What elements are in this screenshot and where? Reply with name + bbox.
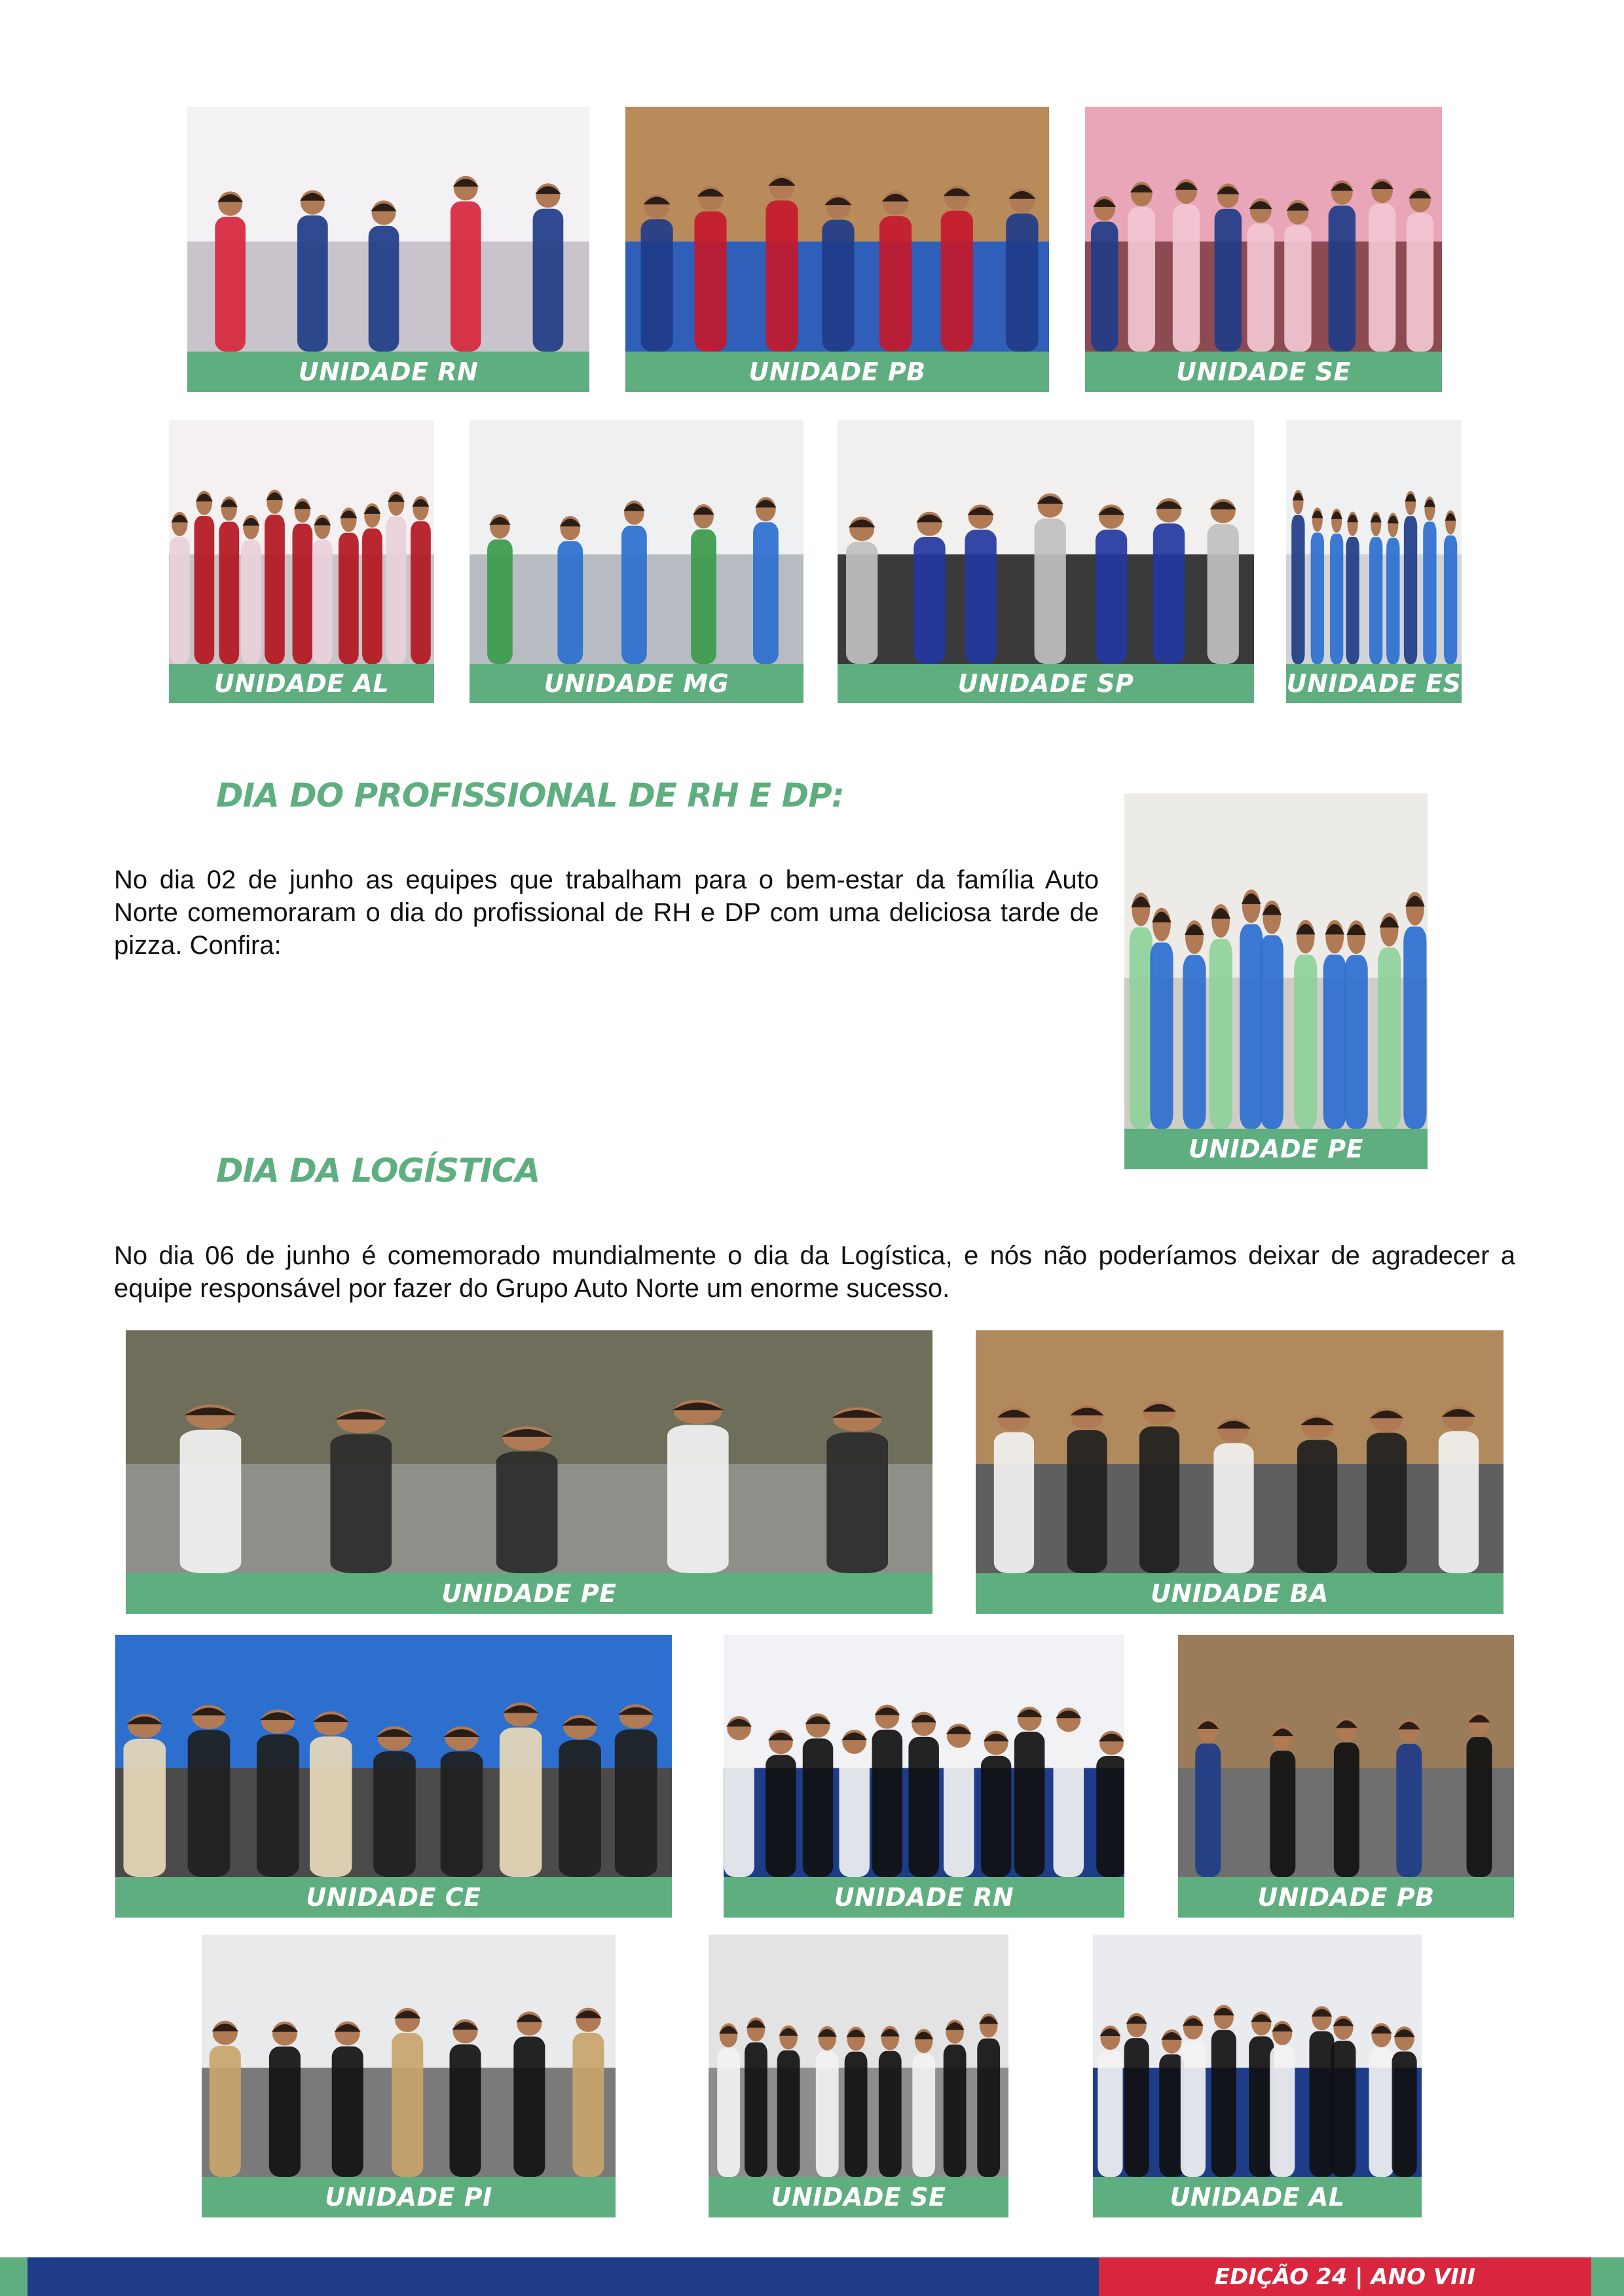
- unit-caption: UNIDADE MG: [470, 664, 803, 703]
- unit-caption: UNIDADE AL: [1093, 2177, 1422, 2217]
- person-body: [1053, 1733, 1084, 1877]
- photo-tile-mothers-sp: [838, 420, 1254, 703]
- person-body: [621, 526, 647, 664]
- person-body: [766, 200, 798, 352]
- person-body: [1096, 530, 1127, 664]
- person-body: [1195, 1743, 1221, 1877]
- photo-tile-mothers-pb: [625, 107, 1049, 392]
- photo-tile-logistics-al: [1093, 1935, 1422, 2217]
- photo-illustration: [1124, 793, 1428, 1129]
- person-body: [1139, 1427, 1179, 1573]
- person-body: [1378, 947, 1401, 1129]
- person-body: [1211, 2030, 1236, 2177]
- person-body: [717, 2049, 740, 2177]
- person-body: [667, 1425, 729, 1573]
- person-body: [879, 2051, 902, 2177]
- person-body: [965, 530, 996, 664]
- person-body: [641, 219, 673, 352]
- person-body: [180, 1430, 242, 1573]
- person-body: [1014, 1732, 1045, 1877]
- unit-caption: UNIDADE SE: [709, 2177, 1008, 2217]
- photo-illustration: [202, 1935, 616, 2177]
- group-photo: [1178, 1635, 1514, 1877]
- person-body: [724, 1741, 754, 1877]
- person-body: [1309, 2031, 1334, 2177]
- footer-bar-left: [0, 2257, 28, 2296]
- person-body: [766, 1755, 796, 1877]
- person-body: [941, 211, 973, 352]
- person-body: [1311, 533, 1324, 664]
- logistics-section-heading: DIA DA LOGÍSTICA: [216, 1152, 540, 1190]
- person-body: [513, 2037, 545, 2177]
- person-body: [557, 541, 583, 664]
- person-body: [1128, 207, 1155, 352]
- person-body: [257, 1734, 299, 1877]
- person-body: [1329, 206, 1356, 352]
- person-body: [1124, 2038, 1149, 2177]
- group-photo: [126, 1330, 932, 1573]
- person-body: [1261, 935, 1283, 1129]
- unit-caption: UNIDADE PB: [1178, 1877, 1514, 1918]
- logistics-section-text: No dia 06 de junho é comemorado mundialmente o dia da Logística, e nós não poderíamos deixar de agradecer a equipe responsável por fazer do Grupo Auto Norte um enorme sucesso.: [114, 1241, 1515, 1303]
- person-body: [1369, 537, 1382, 664]
- unit-caption: UNIDADE PI: [202, 2177, 616, 2217]
- edition-label: EDIÇÃO 24 | ANO VIII: [1099, 2257, 1591, 2296]
- photo-illustration: [187, 107, 589, 352]
- person-body: [1396, 1744, 1422, 1877]
- person-body: [188, 1730, 231, 1877]
- photo-tile-mothers-se: [1085, 107, 1442, 392]
- person-body: [572, 2033, 604, 2177]
- unit-caption: UNIDADE AL: [169, 664, 434, 703]
- person-body: [1247, 224, 1274, 352]
- photo-tile-logistics-pi: [202, 1935, 616, 2217]
- person-body: [745, 2042, 767, 2177]
- photo-tile-logistics-se: [709, 1935, 1008, 2217]
- person-body: [1346, 537, 1359, 664]
- person-body: [310, 1736, 352, 1877]
- person-body: [1323, 955, 1346, 1129]
- photo-tile-logistics-pe: [126, 1330, 932, 1614]
- person-body: [777, 2050, 800, 2177]
- person-body: [944, 1749, 974, 1877]
- person-body: [451, 201, 481, 352]
- person-body: [1270, 1751, 1295, 1877]
- person-body: [496, 1451, 558, 1573]
- person-body: [533, 209, 564, 352]
- person-body: [977, 2039, 1000, 2177]
- person-body: [845, 2052, 868, 2177]
- person-body: [1407, 213, 1433, 352]
- photo-illustration: [1178, 1635, 1514, 1877]
- photo-tile-logistics-rn: [724, 1635, 1124, 1918]
- photo-illustration: [115, 1635, 672, 1877]
- person-body: [981, 1756, 1012, 1877]
- person-body: [241, 540, 261, 664]
- person-body: [441, 1751, 483, 1877]
- person-body: [269, 2047, 301, 2177]
- group-photo: [470, 420, 803, 664]
- group-photo: [1124, 793, 1428, 1129]
- person-body: [369, 226, 399, 352]
- person-body: [1403, 926, 1426, 1129]
- person-body: [1404, 516, 1417, 664]
- person-body: [1153, 523, 1185, 664]
- person-body: [1098, 2050, 1122, 2177]
- person-body: [1209, 939, 1232, 1129]
- person-body: [170, 537, 190, 664]
- person-body: [1466, 1737, 1492, 1877]
- group-photo: [1093, 1935, 1422, 2177]
- person-body: [1284, 225, 1311, 352]
- photo-tile-mothers-mg: [470, 420, 803, 703]
- person-body: [1331, 2041, 1356, 2177]
- group-photo: [625, 107, 1049, 352]
- unit-caption: UNIDADE BA: [976, 1573, 1504, 1614]
- unit-caption: UNIDADE RN: [187, 352, 589, 392]
- person-body: [1150, 942, 1173, 1129]
- group-photo: [838, 420, 1254, 664]
- photo-illustration: [1093, 1935, 1422, 2177]
- person-body: [1215, 209, 1242, 352]
- person-body: [332, 2047, 363, 2177]
- person-body: [803, 1738, 834, 1877]
- photo-tile-mothers-al: [169, 420, 434, 703]
- person-body: [386, 517, 407, 664]
- photo-tile-hr-pe: [1124, 793, 1428, 1169]
- group-photo: [709, 1935, 1008, 2177]
- person-body: [1067, 1430, 1107, 1573]
- person-body: [411, 521, 431, 664]
- unit-caption: UNIDADE PE: [126, 1573, 932, 1614]
- person-body: [1181, 2041, 1206, 2177]
- photo-illustration: [1085, 107, 1442, 352]
- person-body: [1130, 927, 1153, 1129]
- person-body: [1369, 2048, 1393, 2177]
- group-photo: [169, 420, 434, 664]
- person-body: [1096, 1756, 1124, 1877]
- person-body: [1208, 524, 1239, 664]
- unit-caption: UNIDADE SP: [838, 664, 1254, 703]
- person-body: [1183, 955, 1206, 1129]
- photo-illustration: [625, 107, 1049, 352]
- photo-illustration: [976, 1330, 1504, 1573]
- person-body: [615, 1730, 657, 1877]
- group-photo: [724, 1635, 1124, 1877]
- unit-caption: UNIDADE PE: [1124, 1129, 1428, 1169]
- person-body: [1006, 213, 1038, 352]
- group-photo: [976, 1330, 1504, 1573]
- person-body: [219, 522, 239, 664]
- person-body: [1213, 1443, 1253, 1573]
- hr-section-text: No dia 02 de junho as equipes que trabalham para o bem-estar da família Auto Norte comemoraram o dia do profissional de RH e DP com uma deliciosa tarde de pizza. Confira:: [114, 866, 1099, 960]
- person-body: [123, 1739, 166, 1877]
- person-body: [846, 542, 877, 664]
- person-body: [879, 216, 912, 352]
- photo-illustration: [1286, 420, 1462, 664]
- person-body: [1291, 515, 1304, 664]
- person-body: [487, 539, 513, 664]
- person-body: [292, 524, 312, 664]
- person-body: [1270, 2046, 1295, 2177]
- person-body: [1334, 1743, 1359, 1877]
- person-body: [312, 540, 333, 664]
- person-body: [1386, 538, 1399, 664]
- person-body: [1035, 519, 1066, 664]
- person-body: [559, 1740, 601, 1877]
- person-body: [297, 215, 328, 352]
- unit-caption: UNIDADE RN: [724, 1877, 1124, 1918]
- person-body: [194, 516, 214, 664]
- person-body: [1367, 1433, 1407, 1573]
- person-body: [1392, 2052, 1417, 2177]
- photo-illustration: [169, 420, 434, 664]
- person-body: [753, 522, 779, 664]
- person-body: [373, 1751, 416, 1877]
- photo-illustration: [470, 420, 803, 664]
- person-body: [1294, 955, 1317, 1129]
- photo-illustration: [709, 1935, 1008, 2177]
- person-body: [1173, 204, 1200, 352]
- person-body: [1240, 924, 1263, 1129]
- person-body: [1439, 1431, 1479, 1573]
- footer-bar-right: [1591, 2257, 1624, 2296]
- person-body: [1345, 955, 1368, 1129]
- photo-tile-mothers-rn: [187, 107, 589, 392]
- unit-caption: UNIDADE ES: [1286, 664, 1462, 703]
- photo-illustration: [724, 1635, 1124, 1877]
- person-body: [912, 2054, 935, 2177]
- person-body: [1423, 522, 1436, 664]
- person-body: [1297, 1440, 1337, 1573]
- footer-bar-blue: [28, 2257, 1099, 2296]
- person-body: [839, 1755, 870, 1877]
- unit-caption: UNIDADE SE: [1085, 352, 1442, 392]
- person-body: [1091, 221, 1118, 352]
- person-body: [1369, 204, 1395, 352]
- person-body: [362, 528, 382, 664]
- person-body: [822, 220, 854, 352]
- person-body: [908, 1737, 939, 1877]
- person-body: [1330, 534, 1343, 664]
- photo-illustration: [838, 420, 1254, 664]
- group-photo: [187, 107, 589, 352]
- photo-tile-logistics-ba: [976, 1330, 1504, 1614]
- person-body: [994, 1432, 1034, 1573]
- group-photo: [115, 1635, 672, 1877]
- person-body: [265, 515, 285, 664]
- person-body: [392, 2033, 423, 2177]
- person-body: [826, 1432, 888, 1573]
- person-body: [913, 537, 945, 664]
- group-photo: [1085, 107, 1442, 352]
- person-body: [694, 211, 726, 352]
- person-body: [944, 2045, 967, 2177]
- group-photo: [202, 1935, 616, 2177]
- group-photo: [1286, 420, 1462, 664]
- person-body: [215, 217, 246, 352]
- photo-tile-logistics-ce: [115, 1635, 672, 1918]
- person-body: [816, 2051, 839, 2177]
- person-body: [691, 530, 716, 664]
- person-body: [330, 1434, 392, 1573]
- photo-tile-mothers-es: [1286, 420, 1462, 703]
- unit-caption: UNIDADE CE: [115, 1877, 672, 1918]
- person-body: [210, 2046, 241, 2177]
- photo-tile-logistics-pb: [1178, 1635, 1514, 1918]
- person-body: [449, 2044, 481, 2177]
- photo-illustration: [126, 1330, 932, 1573]
- person-body: [872, 1730, 903, 1877]
- person-body: [339, 533, 359, 664]
- hr-section-heading: DIA DO PROFISSIONAL DE RH E DP:: [216, 776, 844, 814]
- person-body: [500, 1728, 542, 1877]
- person-body: [1159, 2054, 1184, 2177]
- unit-caption: UNIDADE PB: [625, 352, 1049, 392]
- person-body: [1444, 536, 1457, 664]
